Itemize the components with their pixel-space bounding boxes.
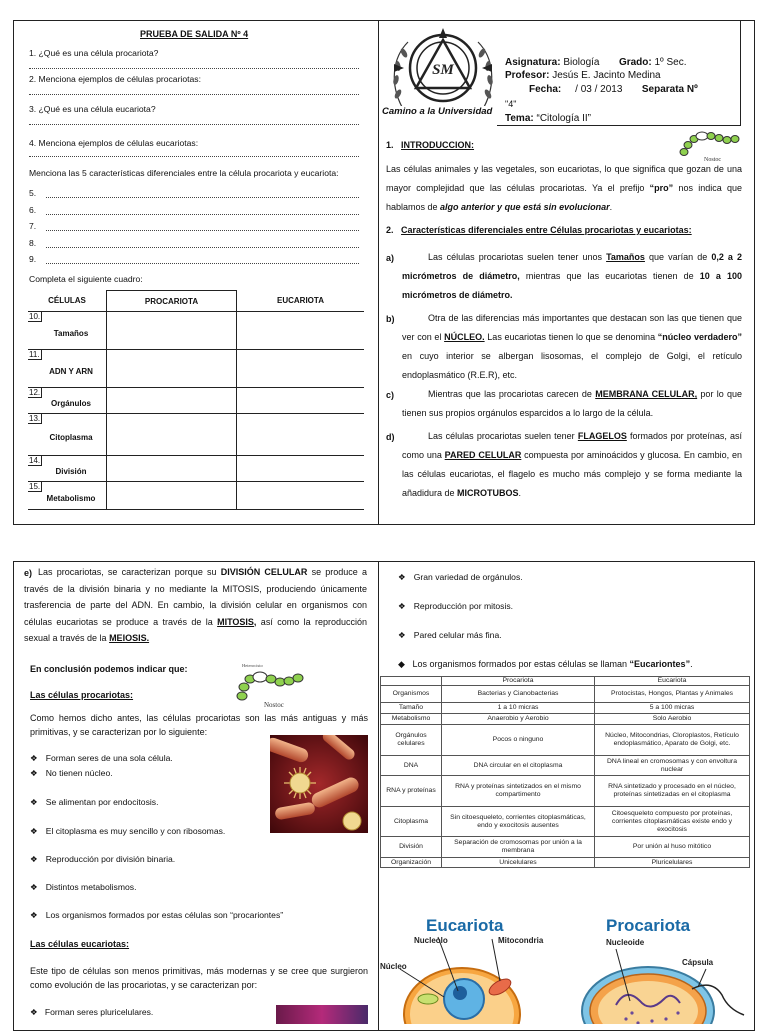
procariotas-list-item (30, 854, 175, 865)
answer-line[interactable] (46, 263, 359, 264)
list-item-text: Pared celular más fina. (413, 630, 502, 640)
bullet-icon: ❖ (30, 797, 38, 807)
comparison-cell: Anaerobio y Aerobio (442, 714, 595, 725)
item-letter-a: a) (386, 253, 395, 263)
quiz-table-header: PROCARIOTA (107, 291, 237, 312)
answer-line[interactable] (29, 156, 359, 157)
eucariotas-list-item (398, 601, 513, 612)
comparison-row-label: Metabolismo (381, 714, 442, 725)
answer-number: 6. (29, 204, 37, 215)
quiz-table-row (28, 414, 364, 456)
comparison-row-label: División (381, 837, 442, 858)
comparison-cell: Unicelulares (442, 858, 595, 868)
quiz-table-header: EUCARIOTA (237, 291, 365, 312)
diagram-title-procariota: Procariota (606, 916, 691, 935)
comparison-row (381, 703, 750, 714)
header-line-2: Profesor: Jesús E. Jacinto Medina (505, 70, 661, 81)
comparison-cell: Bacterias y Cianobacterias (442, 686, 595, 703)
comparison-row (381, 714, 750, 725)
procariotas-list-item (30, 910, 283, 921)
nostoc-label: Nostoc (264, 701, 284, 709)
answer-number: 5. (29, 188, 37, 198)
table-intro: Completa el siguiente cuadro: (29, 274, 143, 284)
item-letter-d: d) (386, 432, 395, 442)
bullet-icon: ❖ (30, 910, 38, 920)
comparison-header (381, 677, 442, 686)
conclusion-text: En conclusión podemos indicar que: (30, 664, 188, 674)
comparison-header: Eucariota (595, 677, 750, 686)
bullet-icon: ❖ (30, 854, 38, 864)
quiz-row-number: 14. (29, 456, 41, 465)
bullet-icon: ❖ (30, 882, 38, 892)
quiz-table-row (28, 312, 364, 350)
diagram-title-eucariota: Eucariota (426, 916, 504, 935)
quiz-row-number: 13. (29, 414, 41, 423)
comparison-row (381, 776, 750, 807)
cell-diagrams (380, 909, 750, 1024)
comparison-row-label: Citoplasma (381, 807, 442, 837)
header-line-4: "4" (505, 99, 517, 109)
eucariotas-list-item: ❖ Forman seres pluricelulares. (30, 1007, 154, 1017)
quiz-row-label: División (55, 467, 87, 476)
label-nucleoide: Nucleoide (606, 938, 645, 947)
list-item-text: Se alimentan por endocitosis. (45, 797, 159, 807)
intro-paragraph: Las células animales y las vegetales, son eucariotas, lo que significa que gozan de una mayor complejidad que las células procariotas. Ya el prefijo “pro” nos indica que hablamos de algo anterior y que está sin evolucionar. (386, 164, 743, 212)
section2-c: Mientras que las procariotas carecen de MEMBRANA CELULAR, por lo que tienen sus propios orgánulos esparcidos a lo largo de la célula. (402, 389, 742, 418)
comparison-cell: Solo Aerobio (595, 714, 750, 725)
comparison-cell: RNA y proteínas sintetizados en el mismo compartimento (442, 776, 595, 807)
quiz-row-label-cell (28, 388, 107, 414)
eucariotas-list-item (398, 630, 502, 641)
bullet-icon: ❖ (30, 753, 38, 763)
quiz-table-row (28, 456, 364, 482)
quiz-row-label-cell (28, 482, 107, 510)
cell-diagram-graphic (380, 909, 750, 1024)
comparison-cell: DNA lineal en cromosomas y con envoltura nuclear (595, 756, 750, 776)
comparison-cell: Por unión al huso mitótico (595, 837, 750, 858)
list-item-text: Gran variedad de orgánulos. (413, 572, 523, 582)
comparison-cell: 5 a 100 micras (595, 703, 750, 714)
comparison-cell: Pocos o ninguno (442, 725, 595, 756)
header-line-1: Asignatura: Biología Grado: 1º Sec. (505, 57, 687, 68)
quiz-question-3: 3. ¿Qué es una célula eucariota? (29, 104, 156, 114)
comparison-row (381, 686, 750, 703)
answer-line[interactable] (46, 214, 359, 215)
section-e: Las procariotas, se caracterizan porque su DIVISIÓN CELULAR se produce a través de la división binaria y no mediante la MITOSIS, produciendo únicamente trasferencia de parte del ADN. En cambio, la división celular en organismos con células eucariotas se produce a través de la MITOSIS, así como la reproducción sexual a través de la MEIOSIS. (24, 567, 367, 643)
quiz-row-label-cell (28, 312, 107, 350)
answer-line[interactable] (29, 94, 359, 95)
quiz-answer-cell-eucariota[interactable] (237, 482, 365, 510)
comparison-cell: Separación de cromosomas por unión a la membrana (442, 837, 595, 858)
comparison-row-label: Orgánulos celulares (381, 725, 442, 756)
list-item-text: No tienen núcleo. (45, 768, 113, 778)
eucariotas-heading: Las células eucariotas: (30, 939, 130, 949)
list-item-text: El citoplasma es muy sencillo y con ribosomas. (45, 826, 226, 836)
label-nucleolo: Nucleolo (414, 936, 448, 945)
nostoc-illustration-2 (228, 660, 308, 710)
eukaryote-photo (276, 1005, 368, 1024)
item-letter-b: b) (386, 314, 395, 324)
procariotas-heading: Las células procariotas: (30, 690, 134, 700)
bacteria-image (270, 735, 368, 833)
quiz-table-row (28, 388, 364, 414)
nostoc-chain (228, 660, 308, 710)
procariotas-intro: Como hemos dicho antes, las células procariotas son las más antiguas y más primitivas, y se caracterizan por lo siguiente: (30, 713, 368, 737)
comparison-row-label: DNA (381, 756, 442, 776)
comparison-table (380, 676, 750, 868)
quiz-title: PRUEBA DE SALIDA Nº 4 (140, 29, 249, 39)
quiz-table-row (28, 482, 364, 510)
quiz-answer-cell-eucariota[interactable] (237, 350, 365, 388)
comparison-cell: 1 a 10 micras (442, 703, 595, 714)
bullet-icon: ❖ (398, 601, 406, 611)
eucariontes-line: ◆ Los organismos formados por estas células se llaman “Eucariontes”. (398, 659, 693, 669)
answer-number: 9. (29, 254, 37, 264)
comparison-row (381, 756, 750, 776)
eucariotas-intro: Este tipo de células son menos primitivas, más modernas y se cree que surgieron como evolución de las procariotas, y se caracterizan por: (30, 966, 368, 990)
answer-number: 8. (29, 237, 37, 248)
quiz-answer-cell-procariota[interactable] (107, 456, 237, 482)
comparison-cell: RNA sintetizado y procesado en el núcleo, proteínas sintetizadas en el citoplasma (595, 776, 750, 807)
quiz-question-1: 1. ¿Qué es una célula procariota? (29, 48, 159, 58)
comparison-row-label: Organización (381, 858, 442, 868)
quiz-row-number: 10. (29, 312, 41, 321)
quiz-row-number: 11. (29, 350, 40, 359)
procariotas-list-item (30, 882, 136, 893)
bacteria-photo (270, 735, 368, 833)
comparison-row (381, 807, 750, 837)
quiz-row-label-cell (28, 350, 107, 388)
quiz-answer-cell-procariota[interactable] (107, 350, 237, 388)
quiz-row-label: Orgánulos (50, 399, 91, 408)
procariotas-list-item (30, 797, 158, 808)
seal-text: SM (432, 62, 454, 78)
comparison-cell: Citoesqueleto compuesto por proteínas, corrientes citoplasmáticas existe endo y exocitosis (595, 807, 750, 837)
bullet-icon: ❖ (30, 768, 38, 778)
nostoc-label: Nostoc (704, 157, 721, 163)
quiz-row-label: Metabolismo (46, 494, 96, 503)
comparison-cell: Sin citoesqueleto, corrientes citoplasmáticas, endo y exocitosis ausentes (442, 807, 595, 837)
heterocyst-label: Heterocisto (242, 663, 263, 668)
comparison-row-label: RNA y proteínas (381, 776, 442, 807)
bullet-icon: ❖ (398, 630, 406, 640)
quiz-q5-intro: Menciona las 5 características diferenciales entre la célula procariota y eucariota: (29, 168, 339, 178)
comparison-cell: DNA circular en el citoplasma (442, 756, 595, 776)
comparison-row-label: Organismos (381, 686, 442, 703)
quiz-row-label-cell (28, 456, 107, 482)
section2-d: Las células procariotas suelen tener FLAGELOS formados por proteínas, así como una PARED CELULAR compuesta por aminoácidos y glucosa. En cambio, en las células eucariotas, el flagelo es mucho más complejo y se forma mediante la añadidura de MICROTUBOS. (402, 431, 742, 498)
quiz-row-number: 12. (29, 388, 41, 397)
quiz-answer-cell-eucariota[interactable] (237, 414, 365, 456)
section2-b: Otra de las diferencias más importantes que destacan son las que tienen que ver con el NÚCLEO. Las eucariotas tienen lo que se denomina “núcleo verdadero” en cuyo interior se albergan lisosomas, el complejo de Golgi, el retículo endoplasmático (R.E.R), etc. (402, 313, 742, 380)
procariotas-list-item (30, 826, 225, 837)
label-nucleo: Núcleo (380, 962, 407, 971)
nostoc-chain (676, 130, 746, 164)
intro-heading: 1. INTRODUCCION: (386, 140, 475, 150)
comparison-cell: Núcleo, Mitocondrias, Cloroplastos, Retículo endoplasmático, Aparato de Golgi, etc. (595, 725, 750, 756)
nostoc-illustration (676, 130, 746, 164)
bullet-icon: ❖ (30, 1007, 38, 1017)
comparison-cell: Pluricelulares (595, 858, 750, 868)
list-item-text: Reproducción por mitosis. (413, 601, 514, 611)
quiz-table (28, 290, 364, 510)
quiz-question-2: 2. Menciona ejemplos de células procariotas: (29, 74, 201, 84)
quiz-table-header: CÉLULAS (28, 291, 107, 312)
quiz-answer-cell-eucariota[interactable] (237, 456, 365, 482)
list-item-text: Reproducción por división binaria. (45, 854, 176, 864)
header-line-5: Tema: “Citología II” (505, 113, 591, 124)
answer-line[interactable] (29, 124, 359, 125)
quiz-answer-cell-eucariota[interactable] (237, 312, 365, 350)
comparison-row (381, 837, 750, 858)
comparison-cell: Protocistas, Hongos, Plantas y Animales (595, 686, 750, 703)
answer-line[interactable] (29, 68, 359, 69)
comparison-row-label: Tamaño (381, 703, 442, 714)
answer-line[interactable] (46, 247, 359, 248)
quiz-answer-cell-procariota[interactable] (107, 482, 237, 510)
section2-heading: 2. Características diferenciales entre Células procariotas y eucariotas: (386, 225, 692, 235)
procariotas-list-item (30, 753, 173, 764)
label-mitocondria: Mitocondria (498, 936, 544, 945)
bullet-icon: ❖ (398, 572, 406, 582)
bottom-page-divider (378, 561, 379, 1031)
seal-banner: Camino a la Universidad (382, 106, 493, 117)
quiz-answer-cell-procariota[interactable] (107, 312, 237, 350)
quiz-row-label: Tamaños (53, 329, 89, 338)
list-item-text: Forman seres de una sola célula. (45, 753, 173, 763)
quiz-row-number: 15. (29, 482, 41, 491)
quiz-answer-cell-procariota[interactable] (107, 414, 237, 456)
list-item-text: Los organismos formados por estas células son “procariontes” (45, 910, 284, 920)
item-letter-e: e) (24, 568, 33, 578)
top-page-divider (378, 20, 379, 525)
comparison-row (381, 725, 750, 756)
quiz-answer-cell-procariota[interactable] (107, 388, 237, 414)
section2-a: Las células procariotas suelen tener unos Tamaños que varían de 0,2 a 2 micrómetros de diámetro, mientras que las eucariotas tienen de 10 a 100 micrómetros de diámetro. (402, 252, 742, 300)
item-letter-c: c) (386, 390, 395, 400)
header-line-3: Fecha: / 03 / 2013 Separata Nº (529, 84, 698, 95)
quiz-answer-cell-eucariota[interactable] (237, 388, 365, 414)
procariotas-list-item (30, 768, 113, 779)
eucariotas-list-item (398, 572, 523, 583)
quiz-row-label: ADN Y ARN (49, 367, 93, 376)
quiz-question-4: 4. Menciona ejemplos de células eucariotas: (29, 138, 199, 148)
label-capsula: Cápsula (682, 958, 714, 967)
answer-number: 7. (29, 221, 37, 231)
answer-line[interactable] (46, 197, 359, 198)
list-item-text: Distintos metabolismos. (45, 882, 137, 892)
diamond-bullet-icon: ◆ (398, 659, 405, 669)
answer-line[interactable] (46, 230, 359, 231)
quiz-table-row (28, 350, 364, 388)
bullet-icon: ❖ (30, 826, 38, 836)
comparison-header: Procariota (442, 677, 595, 686)
quiz-row-label-cell (28, 414, 107, 456)
quiz-row-label: Citoplasma (49, 433, 93, 442)
comparison-row (381, 858, 750, 868)
